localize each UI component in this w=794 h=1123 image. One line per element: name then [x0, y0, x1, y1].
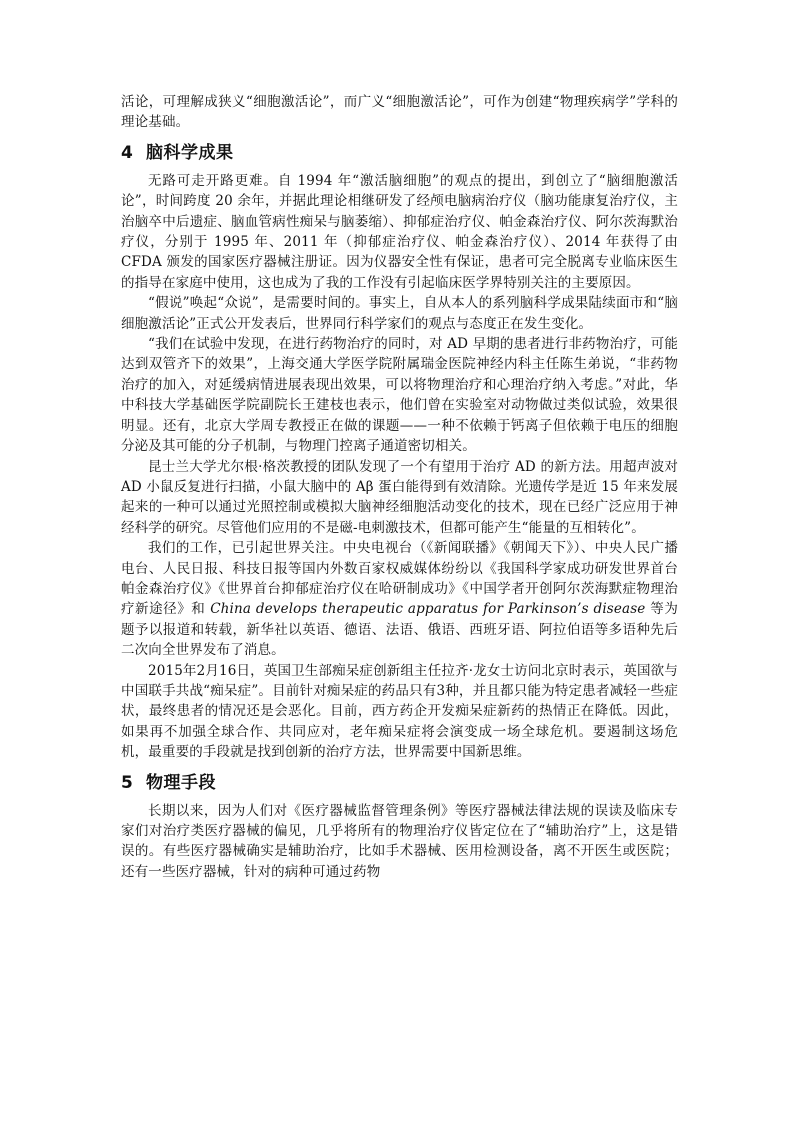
- paragraph-uk-cooperation: 2015年2月16日，英国卫生部痴呆症创新组主任拉齐·龙女士访问北京时表示，英国欲与中国联手共战“痴呆症”。目前针对痴呆症的药品只有3种，并且都只能为特定患者减轻一些症状，最终患者的情况还是会恶化。目前，西方药企开发痴呆症新药的热情正在降低。因此，如果再不加强全球合作、共同应对，老年痴呆症将会演变成一场全球危机。要遏制这场危机，最重要的手段就是找到创新的治疗方法，世界需要中国新思维。: [121, 662, 678, 761]
- continued-paragraph: 活论，可理解成狭义“细胞激活论”，而广义“细胞激活论”，可作为创建“物理疾病学”学科的理论基础。: [121, 94, 678, 131]
- media-text-part-1: 我们的工作，已引起世界关注。中央电视台（《新闻联播》《朝闻天下》）、中央人民广播电台、人民日报、科技日报等国内外数百家权威媒体纷纷以《我国科学家成功研发世界首台帕金森治疗仪》《世界首台抑郁症治疗仪在哈研制成功》《中国学者开创阿尔茨海默症物理治疗新途径》和: [121, 540, 678, 618]
- english-headline: China develops therapeutic apparatus for Parkinson’s disease: [210, 601, 646, 618]
- paragraph-hypothesis: “假说”唤起“众说”，是需要时间的。事实上，自从本人的系列脑科学成果陆续面市和“脑细胞激活论”正式公开发表后，世界同行科学家们的观点与态度正在发生变化。: [121, 295, 678, 332]
- section-title: 脑科学成果: [146, 142, 234, 163]
- paragraph-media-coverage: [121, 538, 678, 660]
- section-number: 5: [121, 772, 134, 793]
- page-body: [121, 92, 678, 882]
- paragraph-brain-activation-theory: 无路可走开路更难。自 1994 年“激活脑细胞”的观点的提出，到创立了“脑细胞激活论”，时间跨度 20 余年，并据此理论相继研发了经颅电脑病治疗仪（脑功能康复治疗仪，主治脑卒中后遗症、脑血管病性痴呆与脑萎缩）、抑郁症治疗仪、帕金森治疗仪、阿尔茨海默治疗仪，分别于 1995 年、2011 年（抑郁症治疗仪、帕金森治疗仪）、2014 年获得了由 CFDA 颁发的国家医疗器械注册证。因为仪器安全性有保证，患者可完全脱离专业临床医生的指导在家庭中使用，这也成为了我的工作没有引起临床医学界特别关注的主要原因。: [121, 172, 678, 291]
- section-heading-5: [121, 770, 678, 796]
- media-text-part-2: 等为题予以报道和转载，新华社以英语、德语、法语、俄语、西班牙语、阿拉伯语等多语种先后二次向全世界发布了消息。: [121, 601, 679, 659]
- paragraph-physical-means: 长期以来，因为人们对《医疗器械监督管理条例》等医疗器械法律法规的误读及临床专家们对治疗类医疗器械的偏见，几乎将所有的物理治疗仪皆定位在了“辅助治疗”上，这是错误的。有些医疗器械确实是辅助治疗，比如手术器械、医用检测设备，离不开医生或医院；还有一些医疗器械，针对的病种可通过药物: [121, 802, 678, 880]
- section-title: 物理手段: [146, 772, 216, 793]
- section-heading-4: [121, 140, 678, 166]
- paragraph-clinical-views: “我们在试验中发现，在进行药物治疗的同时，对 AD 早期的患者进行非药物治疗，可能达到双管齐下的效果”，上海交通大学医学院附属瑞金医院神经内科主任陈生弟说，“非药物治疗的加入，对延缓病情进展表现出效果，可以将物理治疗和心理治疗纳入考虑。”对此，华中科技大学基础医学院副院长王建枝也表示，他们曾在实验室对动物做过类似试验，效果很明显。还有，北京大学周专教授正在做的课题——一种不依赖于钙离子但依赖于电压的细胞分泌及其可能的分子机制，与物理门控离子通道密切相关。: [121, 336, 678, 455]
- section-number: 4: [121, 142, 134, 163]
- paragraph-queensland-research: 昆士兰大学尤尔根·格茨教授的团队发现了一个有望用于治疗 AD 的新方法。用超声波对 AD 小鼠反复进行扫描，小鼠大脑中的 Aβ 蛋白能得到有效清除。光遗传学是近 15 年来发展起来的一种可以通过光照控制或模拟大脑神经细胞活动变化的技术，现在已经广泛应用于神经科学的研究。尽管他们应用的不是磁-电刺激技术，但都可能产生“能量的互相转化”。: [121, 458, 678, 536]
